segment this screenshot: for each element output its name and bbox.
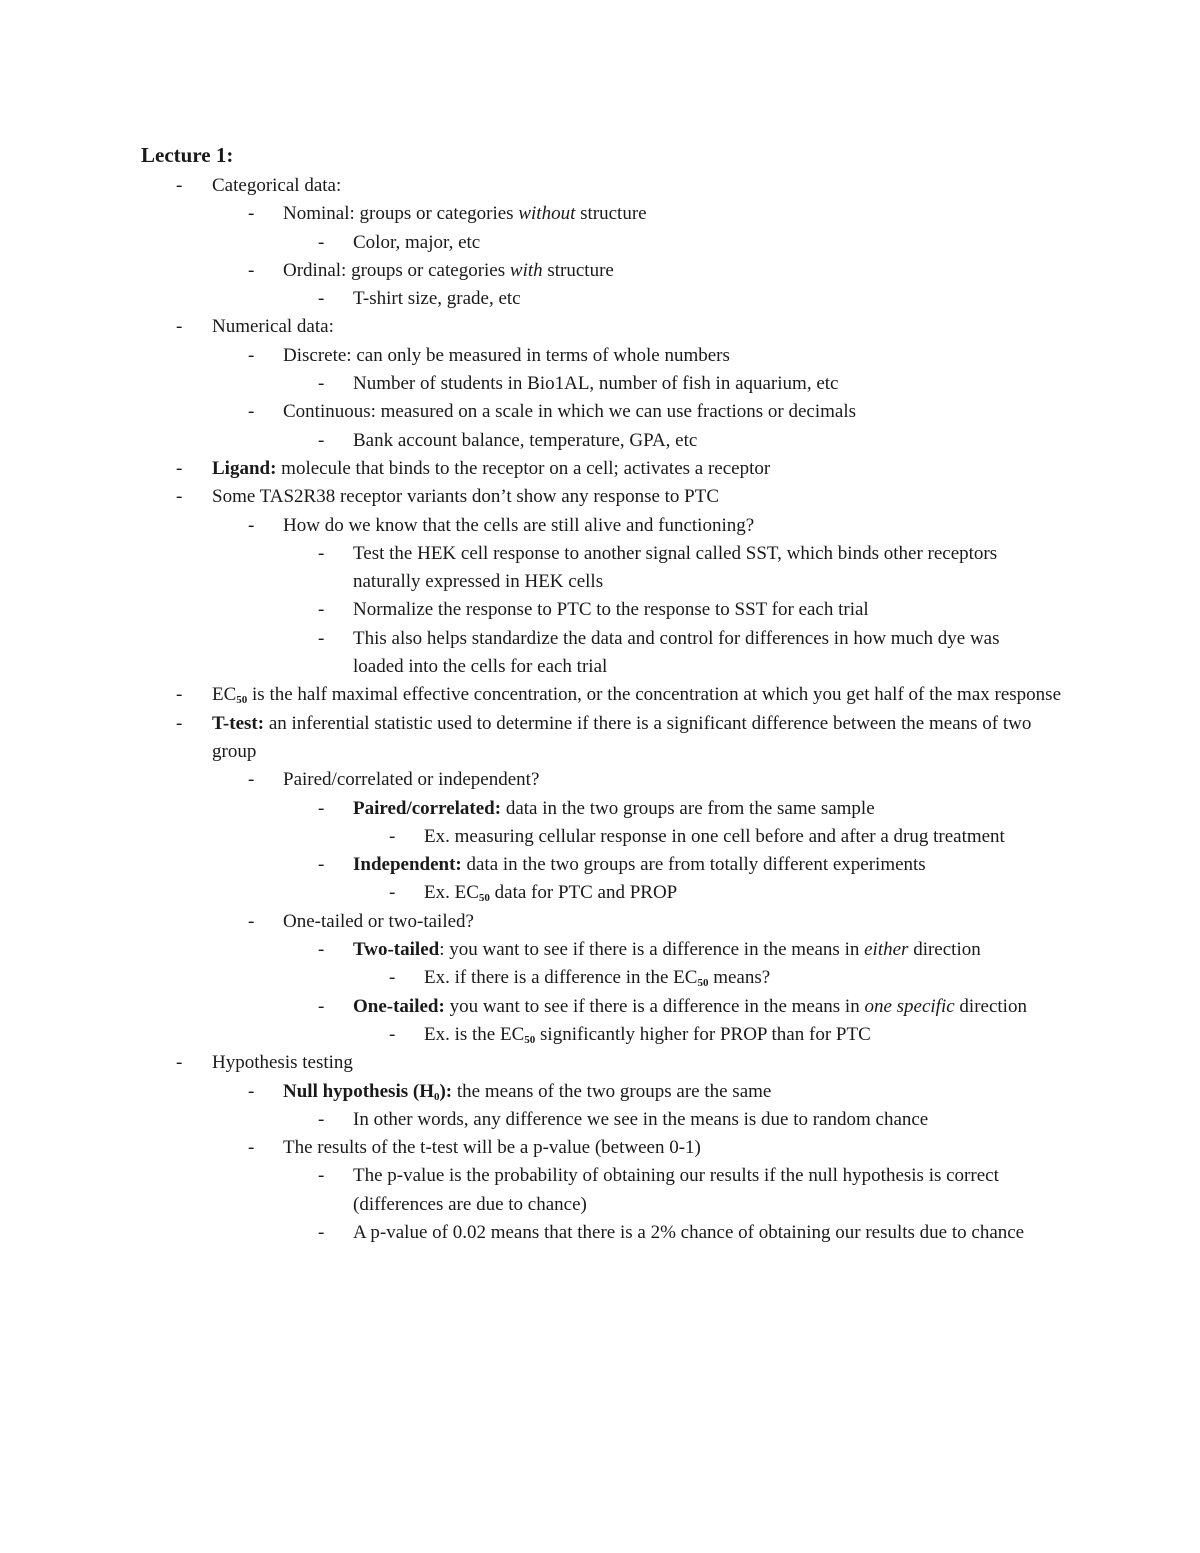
list-item (0, 257, 1143, 285)
item-text: structure (575, 203, 647, 225)
dash-bullet-icon: - (389, 882, 396, 904)
dash-bullet-icon: - (389, 825, 396, 847)
item-text: Categorical data: (212, 175, 342, 196)
dash-bullet-icon: - (318, 1108, 325, 1130)
subscript: 50 (697, 977, 709, 990)
bold-term: One-tailed: (353, 995, 445, 1017)
list-item (0, 1021, 1024, 1049)
list-item (0, 710, 1072, 767)
subscript: 50 (524, 1033, 536, 1046)
bold-term: Two-tailed (353, 939, 440, 961)
subscript: 50 (478, 892, 490, 905)
item-text: : you want to see if there is a difference in the means in (439, 939, 865, 961)
item-text: Ex. measuring cellular response in one cell before and after a drug treatment (424, 825, 1005, 847)
item-text: Hypothesis testing (212, 1052, 353, 1074)
list-item (0, 1219, 1053, 1247)
list-item (0, 625, 1053, 682)
list-item (0, 795, 1053, 823)
list-item (0, 313, 1072, 341)
item-text: The p-value is the probability of obtaining our results if the null hypothesis is correct (differences are due to chance) (353, 1165, 999, 1215)
item-text: Ex. EC (424, 882, 479, 904)
italic-text: one specific (864, 995, 955, 1017)
dash-bullet-icon: - (176, 712, 183, 734)
list-item (0, 851, 1053, 879)
dash-bullet-icon: - (318, 599, 325, 621)
bold-term: Ligand: (212, 457, 277, 479)
dash-bullet-icon: - (318, 627, 325, 649)
item-text: How do we know that the cells are still alive and functioning? (283, 514, 755, 536)
dash-bullet-icon: - (248, 259, 255, 281)
item-text: Ex. is the EC (424, 1023, 525, 1045)
dash-bullet-icon: - (318, 995, 325, 1017)
item-text: direction (908, 939, 981, 961)
dash-bullet-icon: - (248, 344, 255, 366)
item-text: Color, major, etc (353, 231, 481, 253)
item-text: Discrete: can only be measured in terms of whole numbers (283, 344, 730, 366)
list-item (0, 229, 1053, 257)
item-text: data in the two groups are from totally different experiments (461, 854, 926, 876)
list-item (0, 1049, 1072, 1077)
item-text: Paired/correlated or independent? (283, 769, 540, 791)
italic-text: either (864, 939, 909, 961)
list-item (0, 964, 1024, 992)
list-item (0, 398, 1143, 426)
dash-bullet-icon: - (248, 401, 255, 423)
dash-bullet-icon: - (389, 967, 396, 989)
item-text: molecule that binds to the receptor on a cell; activates a receptor (276, 457, 771, 479)
item-text: Number of students in Bio1AL, number of fish in aquarium, etc (353, 373, 839, 395)
item-text: In other words, any difference we see in the means is due to random chance (353, 1108, 929, 1130)
item-text: T-shirt size, grade, etc (353, 288, 521, 310)
item-text: an inferential statistic used to determine if there is a significant difference between the means of two group (212, 712, 1032, 762)
dash-bullet-icon: - (318, 1165, 325, 1187)
bold-term: Paired/correlated: (353, 797, 502, 819)
item-text: Nominal: groups or categories (283, 203, 519, 225)
item-text: Numerical data: (212, 316, 334, 338)
list-item (0, 1134, 1143, 1162)
item-text: you want to see if there is a difference in the means in (444, 995, 865, 1017)
list-item (0, 596, 1053, 624)
item-text: structure (542, 259, 614, 281)
dash-bullet-icon: - (248, 1137, 255, 1159)
list-item (0, 455, 1072, 483)
dash-bullet-icon: - (248, 1080, 255, 1102)
subscript: 0 (433, 1090, 440, 1103)
dash-bullet-icon: - (248, 769, 255, 791)
dash-bullet-icon: - (318, 373, 325, 395)
item-text: Ordinal: groups or categories (283, 259, 510, 281)
dash-bullet-icon: - (248, 910, 255, 932)
dash-bullet-icon: - (176, 457, 183, 479)
dash-bullet-icon: - (318, 231, 325, 253)
dash-bullet-icon: - (176, 1052, 183, 1074)
list-item (0, 540, 1053, 597)
italic-text: without (518, 203, 576, 225)
list-item (0, 172, 1072, 200)
item-text: significantly higher for PROP than for PTC (535, 1023, 871, 1045)
bold-term: Independent: (353, 854, 462, 876)
item-text: Ex. if there is a difference in the EC (424, 967, 698, 989)
italic-text: with (509, 259, 543, 281)
list-item (0, 936, 1053, 964)
item-text: direction (954, 995, 1027, 1017)
list-item (0, 1078, 1143, 1106)
dash-bullet-icon: - (318, 429, 325, 451)
item-text: One-tailed or two-tailed? (283, 910, 474, 932)
bold-term: Null hypothesis (H (283, 1080, 434, 1102)
item-text: Normalize the response to PTC to the response to SST for each trial (353, 599, 869, 621)
list-item (0, 879, 1024, 907)
list-item (0, 342, 1143, 370)
item-text: Bank account balance, temperature, GPA, etc (353, 429, 698, 451)
bold-term: T-test: (212, 712, 265, 734)
list-item (0, 908, 1143, 936)
item-text: The results of the t-test will be a p-value (between 0-1) (283, 1137, 701, 1159)
list-item (0, 285, 1053, 313)
list-item (0, 1162, 1053, 1219)
item-text: EC (212, 684, 237, 706)
dash-bullet-icon: - (176, 316, 183, 338)
list-item (0, 766, 1143, 794)
dash-bullet-icon: - (318, 288, 325, 310)
dash-bullet-icon: - (176, 684, 183, 706)
dash-bullet-icon: - (318, 797, 325, 819)
item-text: means? (708, 967, 771, 989)
dash-bullet-icon: - (318, 939, 325, 961)
list-item (0, 681, 1072, 709)
dash-bullet-icon: - (176, 486, 183, 508)
dash-bullet-icon: - (248, 514, 255, 536)
item-text: data for PTC and PROP (489, 882, 678, 904)
lecture-notes-list (0, 172, 1200, 1247)
dash-bullet-icon: - (318, 1221, 325, 1243)
list-item (0, 483, 1072, 511)
item-text: the means of the two groups are the same (452, 1080, 772, 1102)
page-title: Lecture 1: (141, 143, 234, 167)
list-item (0, 370, 1053, 398)
dash-bullet-icon: - (176, 175, 183, 196)
item-text: Continuous: measured on a scale in which we can use fractions or decimals (283, 401, 856, 423)
dash-bullet-icon: - (318, 542, 325, 564)
list-item (0, 427, 1053, 455)
list-item (0, 200, 1143, 228)
list-item (0, 993, 1053, 1021)
dash-bullet-icon: - (389, 1023, 396, 1045)
item-text: A p-value of 0.02 means that there is a 2% chance of obtaining our results due to chance (353, 1221, 1025, 1243)
item-text: Test the HEK cell response to another signal called SST, which binds other receptors naturally expressed in HEK cells (353, 542, 998, 593)
bold-term: ): (439, 1080, 453, 1102)
item-text: data in the two groups are from the same sample (501, 797, 875, 819)
list-item (0, 1106, 1053, 1134)
item-text: is the half maximal effective concentration, or the concentration at which you get half of the max response (247, 684, 1061, 706)
item-text: This also helps standardize the data and control for differences in how much dye was loaded into the cells for each trial (353, 627, 1000, 678)
list-item (0, 512, 1143, 540)
subscript: 50 (236, 694, 248, 707)
list-item (0, 823, 1024, 851)
dash-bullet-icon: - (318, 854, 325, 876)
dash-bullet-icon: - (248, 203, 255, 225)
item-text: Some TAS2R38 receptor variants don’t show any response to PTC (212, 486, 720, 508)
